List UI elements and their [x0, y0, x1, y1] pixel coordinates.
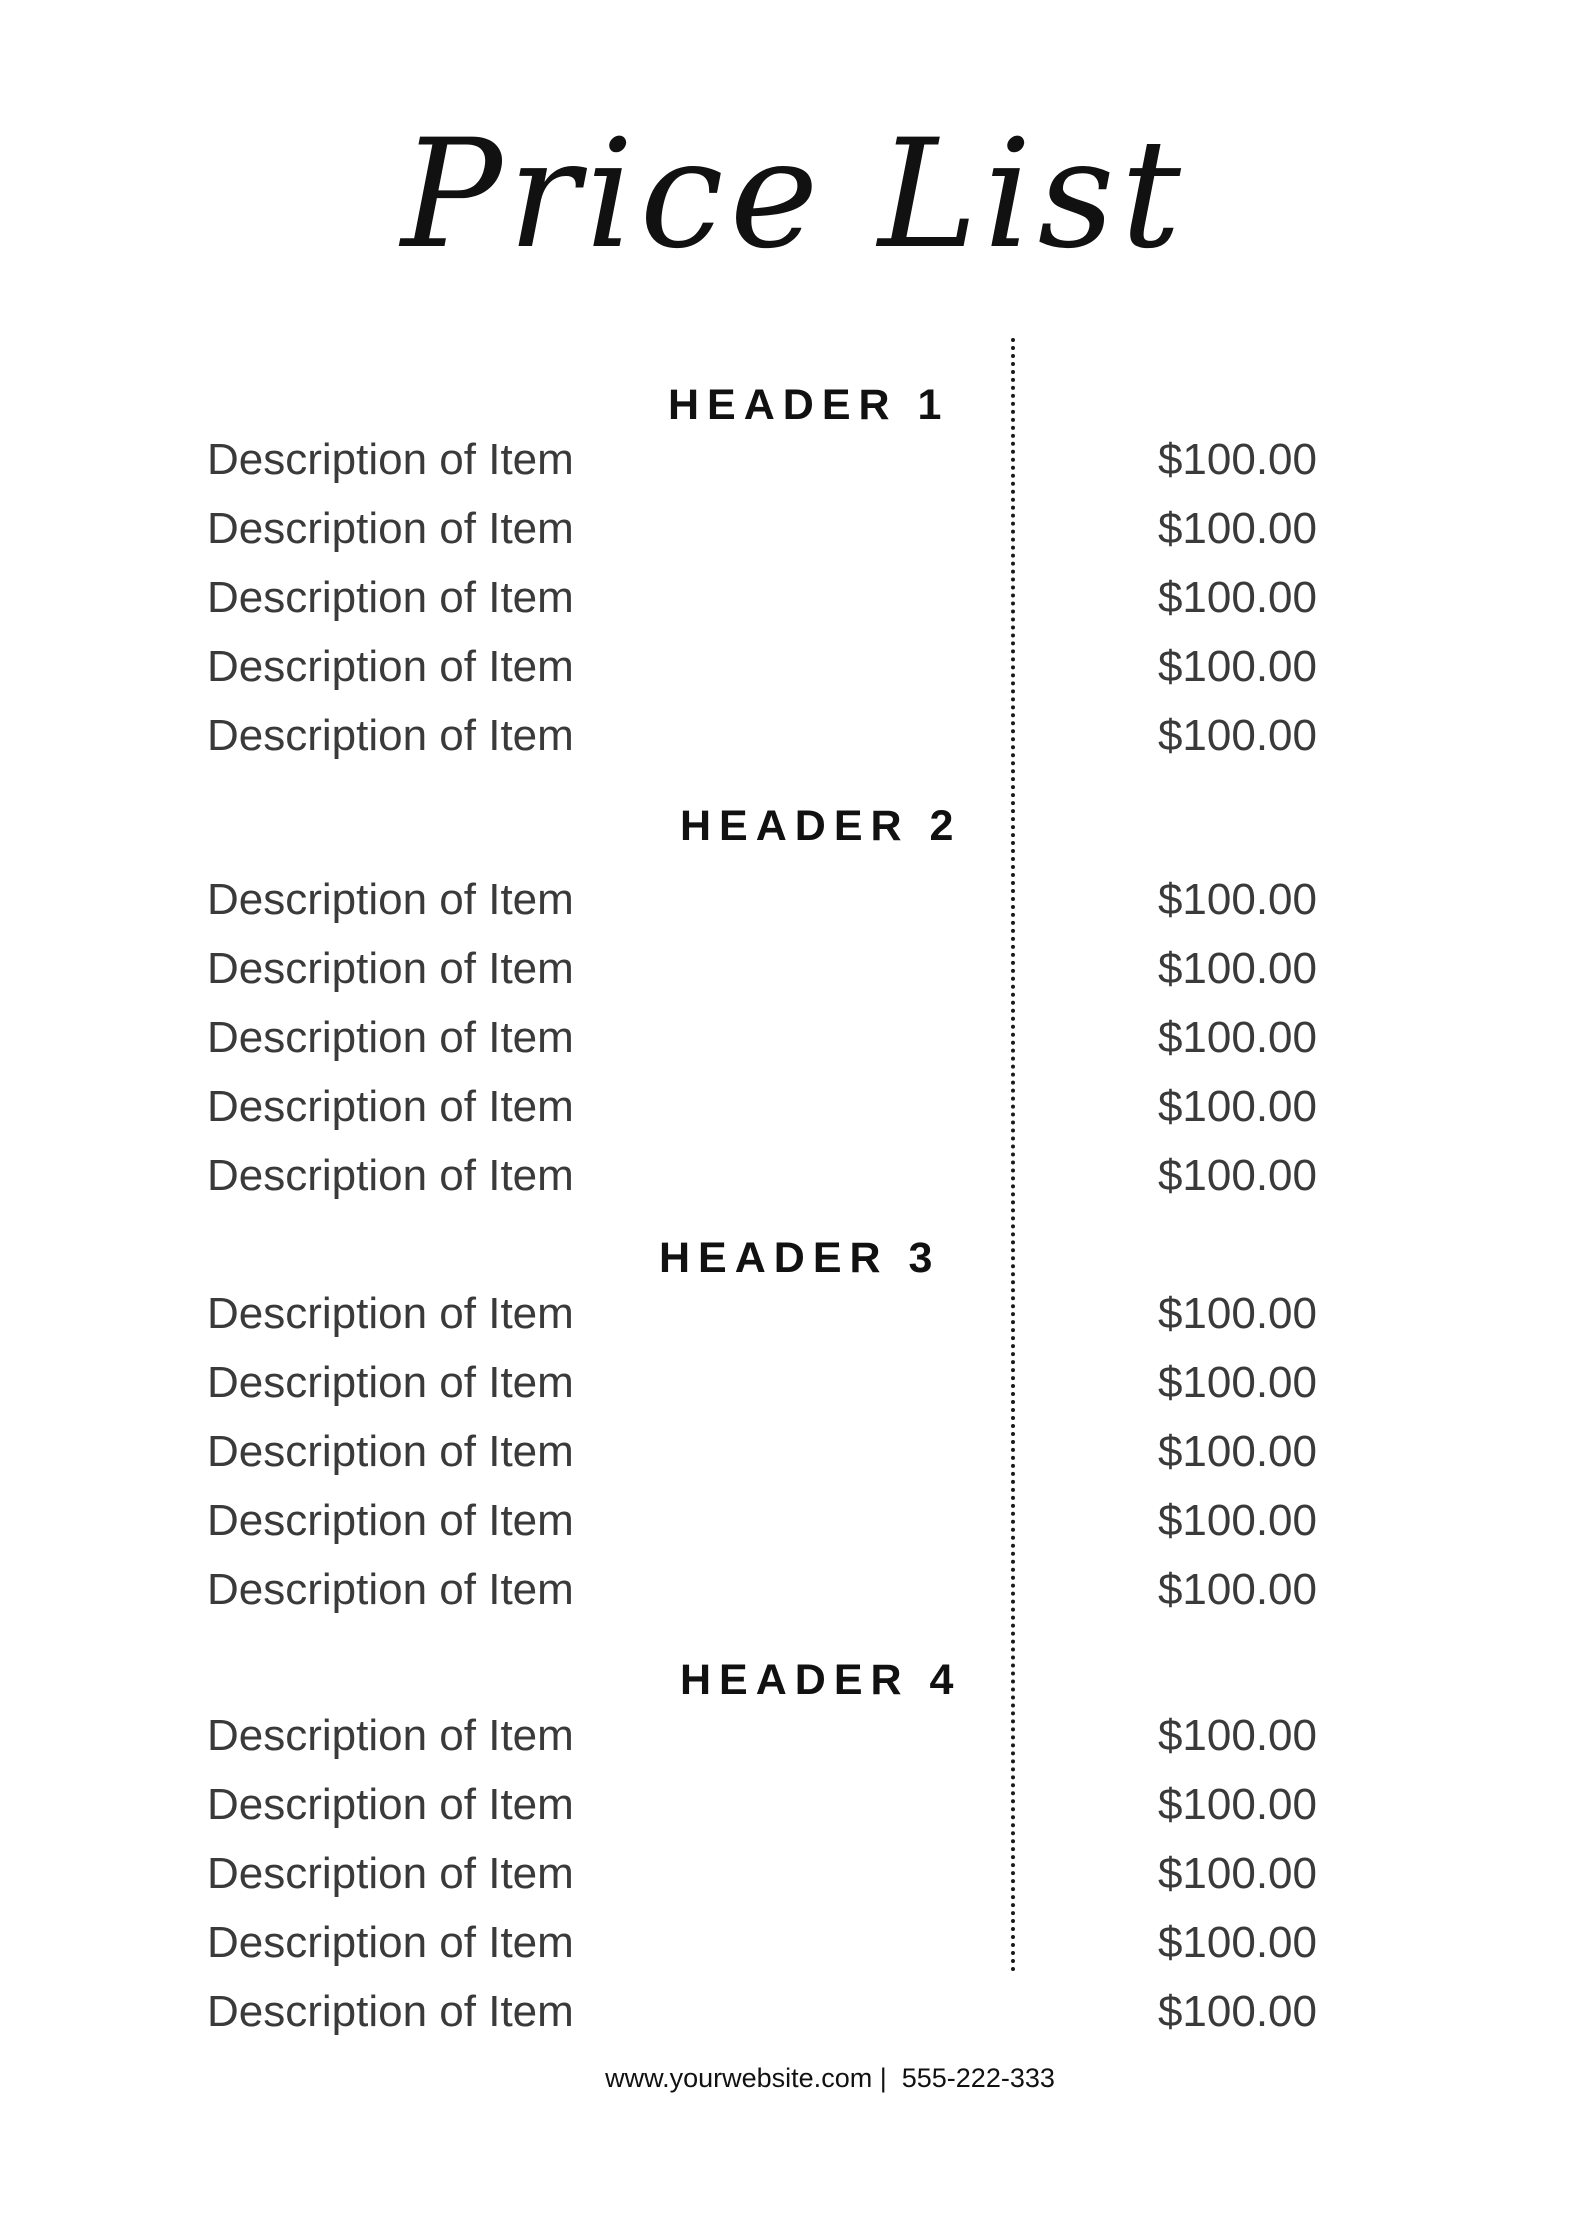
item-price: $100.00	[1157, 1496, 1317, 1545]
list-item	[207, 1701, 1317, 1770]
footer-separator: |	[879, 2063, 887, 2093]
section-header-4: HEADER 4	[680, 1656, 962, 1704]
item-price: $100.00	[1157, 1849, 1317, 1898]
item-description: Description of Item	[207, 435, 574, 484]
item-description: Description of Item	[207, 1496, 574, 1545]
list-item	[207, 494, 1317, 563]
item-description: Description of Item	[207, 1849, 574, 1898]
item-price: $100.00	[1157, 1780, 1317, 1829]
item-description: Description of Item	[207, 944, 574, 993]
item-description: Description of Item	[207, 1780, 574, 1829]
list-item	[207, 1908, 1317, 1977]
list-item	[207, 1555, 1317, 1624]
item-description: Description of Item	[207, 1151, 574, 1200]
item-description: Description of Item	[207, 573, 574, 622]
list-item	[207, 1348, 1317, 1417]
list-item	[207, 1141, 1317, 1210]
list-item	[207, 865, 1317, 934]
item-description: Description of Item	[207, 1358, 574, 1407]
footer-website: www.yourwebsite.com	[605, 2063, 873, 2093]
item-price: $100.00	[1157, 711, 1317, 760]
list-item	[207, 1417, 1317, 1486]
list-item	[207, 1839, 1317, 1908]
list-item	[207, 1003, 1317, 1072]
section-header-3: HEADER 3	[659, 1234, 941, 1282]
item-price: $100.00	[1157, 573, 1317, 622]
page-title: Price List	[401, 108, 1187, 282]
item-description: Description of Item	[207, 1427, 574, 1476]
list-item	[207, 1770, 1317, 1839]
item-price: $100.00	[1157, 1013, 1317, 1062]
item-price: $100.00	[1157, 1427, 1317, 1476]
item-price: $100.00	[1157, 1565, 1317, 1614]
item-description: Description of Item	[207, 711, 574, 760]
item-price: $100.00	[1157, 1082, 1317, 1131]
item-price: $100.00	[1157, 875, 1317, 924]
item-price: $100.00	[1157, 1711, 1317, 1760]
item-description: Description of Item	[207, 1013, 574, 1062]
item-price: $100.00	[1157, 642, 1317, 691]
footer-phone: 555-222-333	[901, 2063, 1055, 2093]
section-header-2: HEADER 2	[680, 802, 962, 850]
list-item	[207, 1977, 1317, 2046]
list-item	[207, 425, 1317, 494]
item-price: $100.00	[1157, 435, 1317, 484]
list-item	[207, 563, 1317, 632]
item-price: $100.00	[1157, 1151, 1317, 1200]
list-item	[207, 1279, 1317, 1348]
item-price: $100.00	[1157, 1987, 1317, 2036]
item-description: Description of Item	[207, 642, 574, 691]
item-description: Description of Item	[207, 1918, 574, 1967]
item-price: $100.00	[1157, 944, 1317, 993]
item-description: Description of Item	[207, 504, 574, 553]
list-item	[207, 701, 1317, 770]
item-description: Description of Item	[207, 875, 574, 924]
item-description: Description of Item	[207, 1565, 574, 1614]
item-price: $100.00	[1157, 504, 1317, 553]
item-description: Description of Item	[207, 1289, 574, 1338]
item-price: $100.00	[1157, 1289, 1317, 1338]
list-item	[207, 934, 1317, 1003]
item-price: $100.00	[1157, 1918, 1317, 1967]
item-price: $100.00	[1157, 1358, 1317, 1407]
section-header-1: HEADER 1	[668, 381, 950, 429]
item-description: Description of Item	[207, 1082, 574, 1131]
list-item	[207, 1072, 1317, 1141]
item-description: Description of Item	[207, 1711, 574, 1760]
footer-contact	[0, 2060, 1588, 2096]
list-item	[207, 1486, 1317, 1555]
list-item	[207, 632, 1317, 701]
item-description: Description of Item	[207, 1987, 574, 2036]
